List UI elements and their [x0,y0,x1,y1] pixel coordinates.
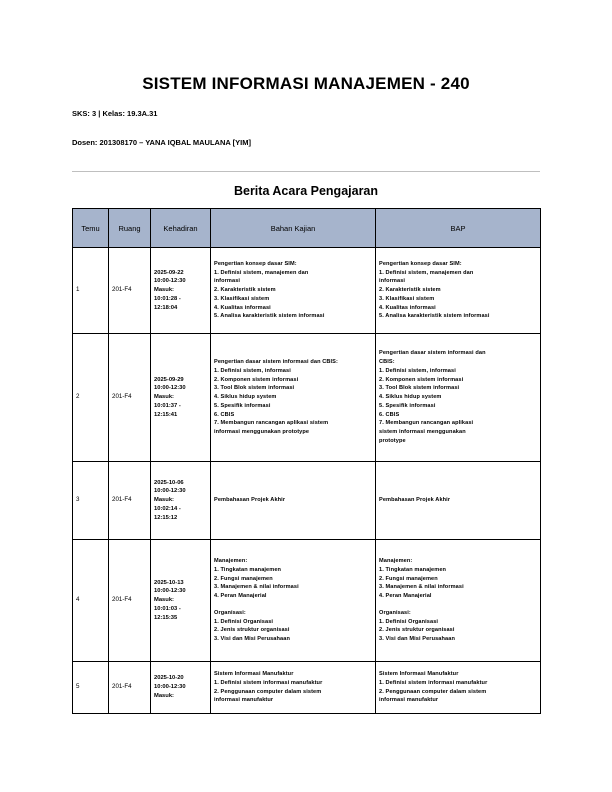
text-line: Pengertian konsep dasar SIM: [214,260,297,267]
cell-bahan-kajian [211,334,376,462]
col-header-ruang: Ruang [109,209,151,248]
cell-ruang: 201-F4 [109,334,151,462]
table-header-row [73,209,541,248]
table-row [73,334,541,462]
text-line: 3. Tool Blok sistem informasi [379,385,460,392]
table-row [73,662,541,714]
text-line: Sistem Informasi Manufaktur [214,670,294,677]
text-line: 7. Membangun rancangan aplikasi sistem [214,420,329,427]
text-line: 10:01:37 - [154,402,181,409]
cell-temu: 2 [73,334,109,462]
text-line: 2. Komponen sistem informasi [214,376,299,383]
cell-kehadiran [151,662,211,714]
text-line: 6. CBIS [379,411,400,418]
cell-ruang: 201-F4 [109,662,151,714]
text-line: 10:00-12:30 [154,488,186,495]
text-line: CBIS: [379,358,395,365]
text-line: 4. Siklus hidup system [379,394,442,401]
text-line: 1. Definisi sistem informasi manufaktur [214,679,323,686]
text-line: 2025-10-20 [154,675,184,682]
text-line: 12:18:04 [154,304,178,311]
text-line: 2. Jenis struktur organisasi [214,627,290,634]
text-line: 1. Definisi sistem, manajemen dan [214,269,309,276]
text-line: 10:00-12:30 [154,385,186,392]
text-line: Pembahasan Projek Akhir [214,497,286,504]
text-line: 3. Manajemen & nilai informasi [379,584,464,591]
text-line: 10:02:14 - [154,505,181,512]
cell-bap [376,540,541,662]
text-line: 10:00-12:30 [154,278,186,285]
col-header-bap: BAP [376,209,541,248]
cell-bahan-kajian [211,662,376,714]
text-line: 10:00-12:30 [154,684,186,691]
cell-kehadiran [151,462,211,540]
text-line: Masuk: [154,394,174,401]
cell-ruang: 201-F4 [109,248,151,334]
text-line: 1. Definisi Organisasi [214,618,274,625]
cell-temu: 1 [73,248,109,334]
text-line: Organisasi: [214,609,246,616]
text-line: 10:00-12:30 [154,588,186,595]
table-row [73,248,541,334]
text-line: Manajemen: [379,557,413,564]
text-line: 2. Penggunaan computer dalam sistem [214,688,322,695]
cell-temu: 3 [73,462,109,540]
cell-kehadiran [151,248,211,334]
text-line: 3. Visi dan Misi Perusahaan [379,636,455,643]
text-line: 2025-10-06 [154,479,184,486]
text-line: 1. Definisi sistem, informasi [379,367,456,374]
text-line: 2. Penggunaan computer dalam sistem [379,688,487,695]
blank-line [379,601,537,609]
text-line: Masuk: [154,497,174,504]
text-line: 2. Karakteristik sistem [214,287,276,294]
text-line: 2. Jenis struktur organisasi [379,627,455,634]
text-line: Masuk: [154,692,174,699]
text-line: 1. Definisi sistem, informasi [214,367,291,374]
text-line: Pengertian dasar sistem informasi dan [379,350,486,357]
text-line: 1. Definisi sistem informasi manufaktur [379,679,488,686]
text-line: 10:01:28 - [154,295,181,302]
text-line: 2. Komponen sistem informasi [379,376,464,383]
text-line: 5. Analisa karakteristik sistem informasi [214,313,325,320]
text-line: Pembahasan Projek Akhir [379,497,451,504]
cell-bahan-kajian [211,540,376,662]
text-line: 2025-10-13 [154,579,184,586]
cell-bap [376,462,541,540]
cell-kehadiran [151,540,211,662]
text-line: sistem informasi menggunakan [379,429,466,436]
text-line: informasi [379,278,406,285]
cell-bap [376,662,541,714]
text-line: 4. Peran Manajerial [379,593,432,600]
text-line: 2025-09-29 [154,376,184,383]
cell-temu: 5 [73,662,109,714]
text-line: 5. Analisa karakteristik sistem informasi [379,313,490,320]
table-row [73,540,541,662]
text-line: 1. Tingkatan manajemen [379,566,447,573]
text-line: 4. Kualitas informasi [214,304,271,311]
text-line: 4. Peran Manajerial [214,593,267,600]
text-line: 3. Klasifikasi sistem [214,295,270,302]
text-line: 12:15:41 [154,411,178,418]
text-line: Pengertian konsep dasar SIM: [379,260,462,267]
text-line: Sistem Informasi Manufaktur [379,670,459,677]
text-line: 2. Fungsi manajemen [379,575,438,582]
text-line: 2. Karakteristik sistem [379,287,441,294]
text-line: informasi manufaktur [379,697,439,704]
col-header-kehadiran: Kehadiran [151,209,211,248]
text-line: 4. Kualitas informasi [379,304,436,311]
page-title: SISTEM INFORMASI MANAJEMEN - 240 [142,74,470,93]
cell-ruang: 201-F4 [109,540,151,662]
sks-kelas-info: SKS: 3 | Kelas: 19.3A.31 [72,109,158,118]
col-header-temu: Temu [73,209,109,248]
text-line: 2025-09-22 [154,269,184,276]
text-line: 3. Manajemen & nilai informasi [214,584,299,591]
text-line: 5. Spesifik informasi [214,402,271,409]
text-line: 10:01:03 - [154,605,181,612]
dosen-info: Dosen: 201308170 – YANA IQBAL MAULANA [YIM] [72,138,251,147]
text-line: informasi [214,278,241,285]
text-line: prototype [379,438,406,445]
section-title: Berita Acara Pengajaran [233,184,379,198]
cell-kehadiran [151,334,211,462]
text-line: Pengertian dasar sistem informasi dan CBIS: [214,358,338,365]
text-line: 12:15:35 [154,614,178,621]
text-line: Masuk: [154,287,174,294]
text-line: Masuk: [154,597,174,604]
text-line: informasi menggunakan prototype [214,429,310,436]
text-line: 3. Klasifikasi sistem [379,295,435,302]
table-body [73,248,541,714]
text-line: 1. Tingkatan manajemen [214,566,282,573]
col-header-bahan-kajian: Bahan Kajian [211,209,376,248]
text-line: 5. Spesifik informasi [379,402,436,409]
text-line: 12:15:12 [154,514,178,521]
text-line: Manajemen: [214,557,248,564]
text-line: 2. Fungsi manajemen [214,575,273,582]
cell-bahan-kajian [211,248,376,334]
cell-bahan-kajian [211,462,376,540]
cell-bap [376,248,541,334]
cell-temu: 4 [73,540,109,662]
cell-ruang: 201-F4 [109,462,151,540]
berita-acara-table [72,208,541,714]
blank-line [214,601,372,609]
text-line: 7. Membangun rancangan aplikasi [379,420,474,427]
text-line: 3. Tool Blok sistem informasi [214,385,295,392]
text-line: 1. Definisi sistem, manajemen dan [379,269,474,276]
text-line: 4. Siklus hidup system [214,394,277,401]
divider-line [72,171,540,172]
text-line: 1. Definisi Organisasi [379,618,439,625]
text-line: informasi manufaktur [214,697,274,704]
table-row [73,462,541,540]
cell-bap [376,334,541,462]
text-line: Organisasi: [379,609,411,616]
text-line: 3. Visi dan Misi Perusahaan [214,636,290,643]
text-line: 6. CBIS [214,411,235,418]
